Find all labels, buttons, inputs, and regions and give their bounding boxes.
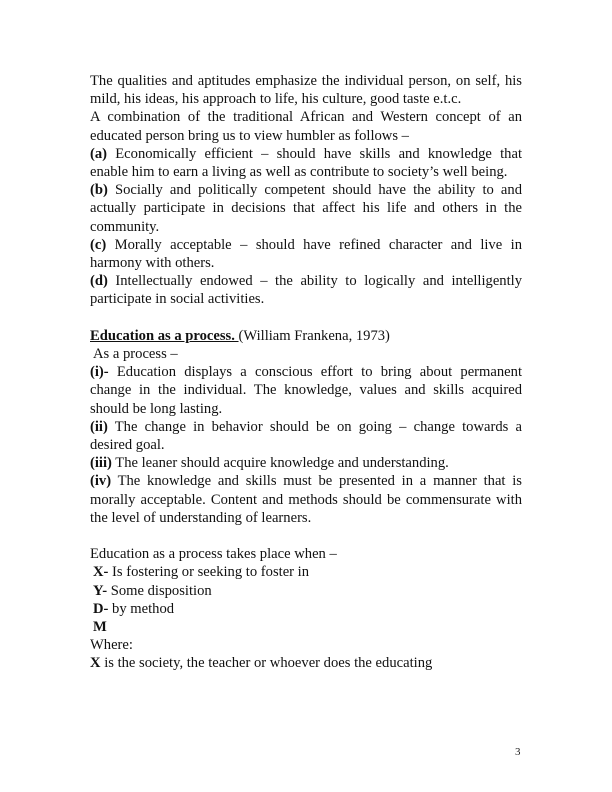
- list-label: (c): [90, 236, 107, 253]
- list-label: (iii): [90, 455, 112, 472]
- process-item-m: M: [93, 619, 107, 636]
- section-intro: As a process –: [93, 346, 178, 363]
- process-item-d: D- by method: [93, 600, 175, 617]
- page-number: 3: [515, 746, 521, 758]
- list-label: (ii): [90, 418, 108, 435]
- process-intro: Education as a process takes place when –: [90, 546, 337, 563]
- list-item-ii: (ii) The change in behavior should be on going – change towards a desired goal.: [90, 418, 522, 454]
- process-item-x: X- Is fostering or seeking to foster in: [93, 564, 310, 581]
- process-item-y: Y- Some disposition: [93, 582, 212, 599]
- list-item-i: (i)- Education displays a conscious effort to bring about permanent change in the individual. The knowledge, values and skills acquired should be long lasting.: [90, 364, 522, 417]
- spacer: [90, 527, 522, 545]
- list-item-iii: (iii) The leaner should acquire knowledge and understanding.: [90, 455, 449, 472]
- list-item-c: (c) Morally acceptable – should have refined character and live in harmony with others.: [90, 236, 522, 272]
- paragraph-combination: A combination of the traditional African and Western concept of an educated person bring us to view humbler as follows –: [90, 109, 522, 144]
- section-heading-line: [90, 327, 522, 345]
- list-label: (i)-: [90, 364, 109, 381]
- list-label: (d): [90, 273, 108, 290]
- citation: (William Frankena, 1973): [238, 327, 390, 344]
- list-label: (b): [90, 182, 108, 199]
- document-page: [90, 72, 522, 673]
- where-label: Where:: [90, 637, 133, 654]
- list-label: (a): [90, 145, 108, 162]
- list-item-iv: (iv) The knowledge and skills must be presented in a manner that is morally acceptable. Content and methods should be commensurate with the level of understanding of learners.: [90, 473, 522, 526]
- paragraph-qualities: The qualities and aptitudes emphasize the individual person, on self, his mild, his ideas, his approach to life, his culture, good taste e.t.c.: [90, 73, 522, 108]
- definition-x: X is the society, the teacher or whoever does the educating: [90, 655, 433, 672]
- section-heading: Education as a process.: [90, 327, 239, 344]
- list-label: (iv): [90, 473, 112, 490]
- list-item-d: (d) Intellectually endowed – the ability to logically and intelligently participate in social activities.: [90, 273, 522, 308]
- spacer: [90, 309, 522, 327]
- list-item-a: (a) Economically efficient – should have skills and knowledge that enable him to earn a living as well as contribute to society’s well being.: [90, 145, 522, 181]
- list-item-b: (b) Socially and politically competent should have the ability to and actually participate in decisions that affect his life and others in the community.: [90, 182, 522, 235]
